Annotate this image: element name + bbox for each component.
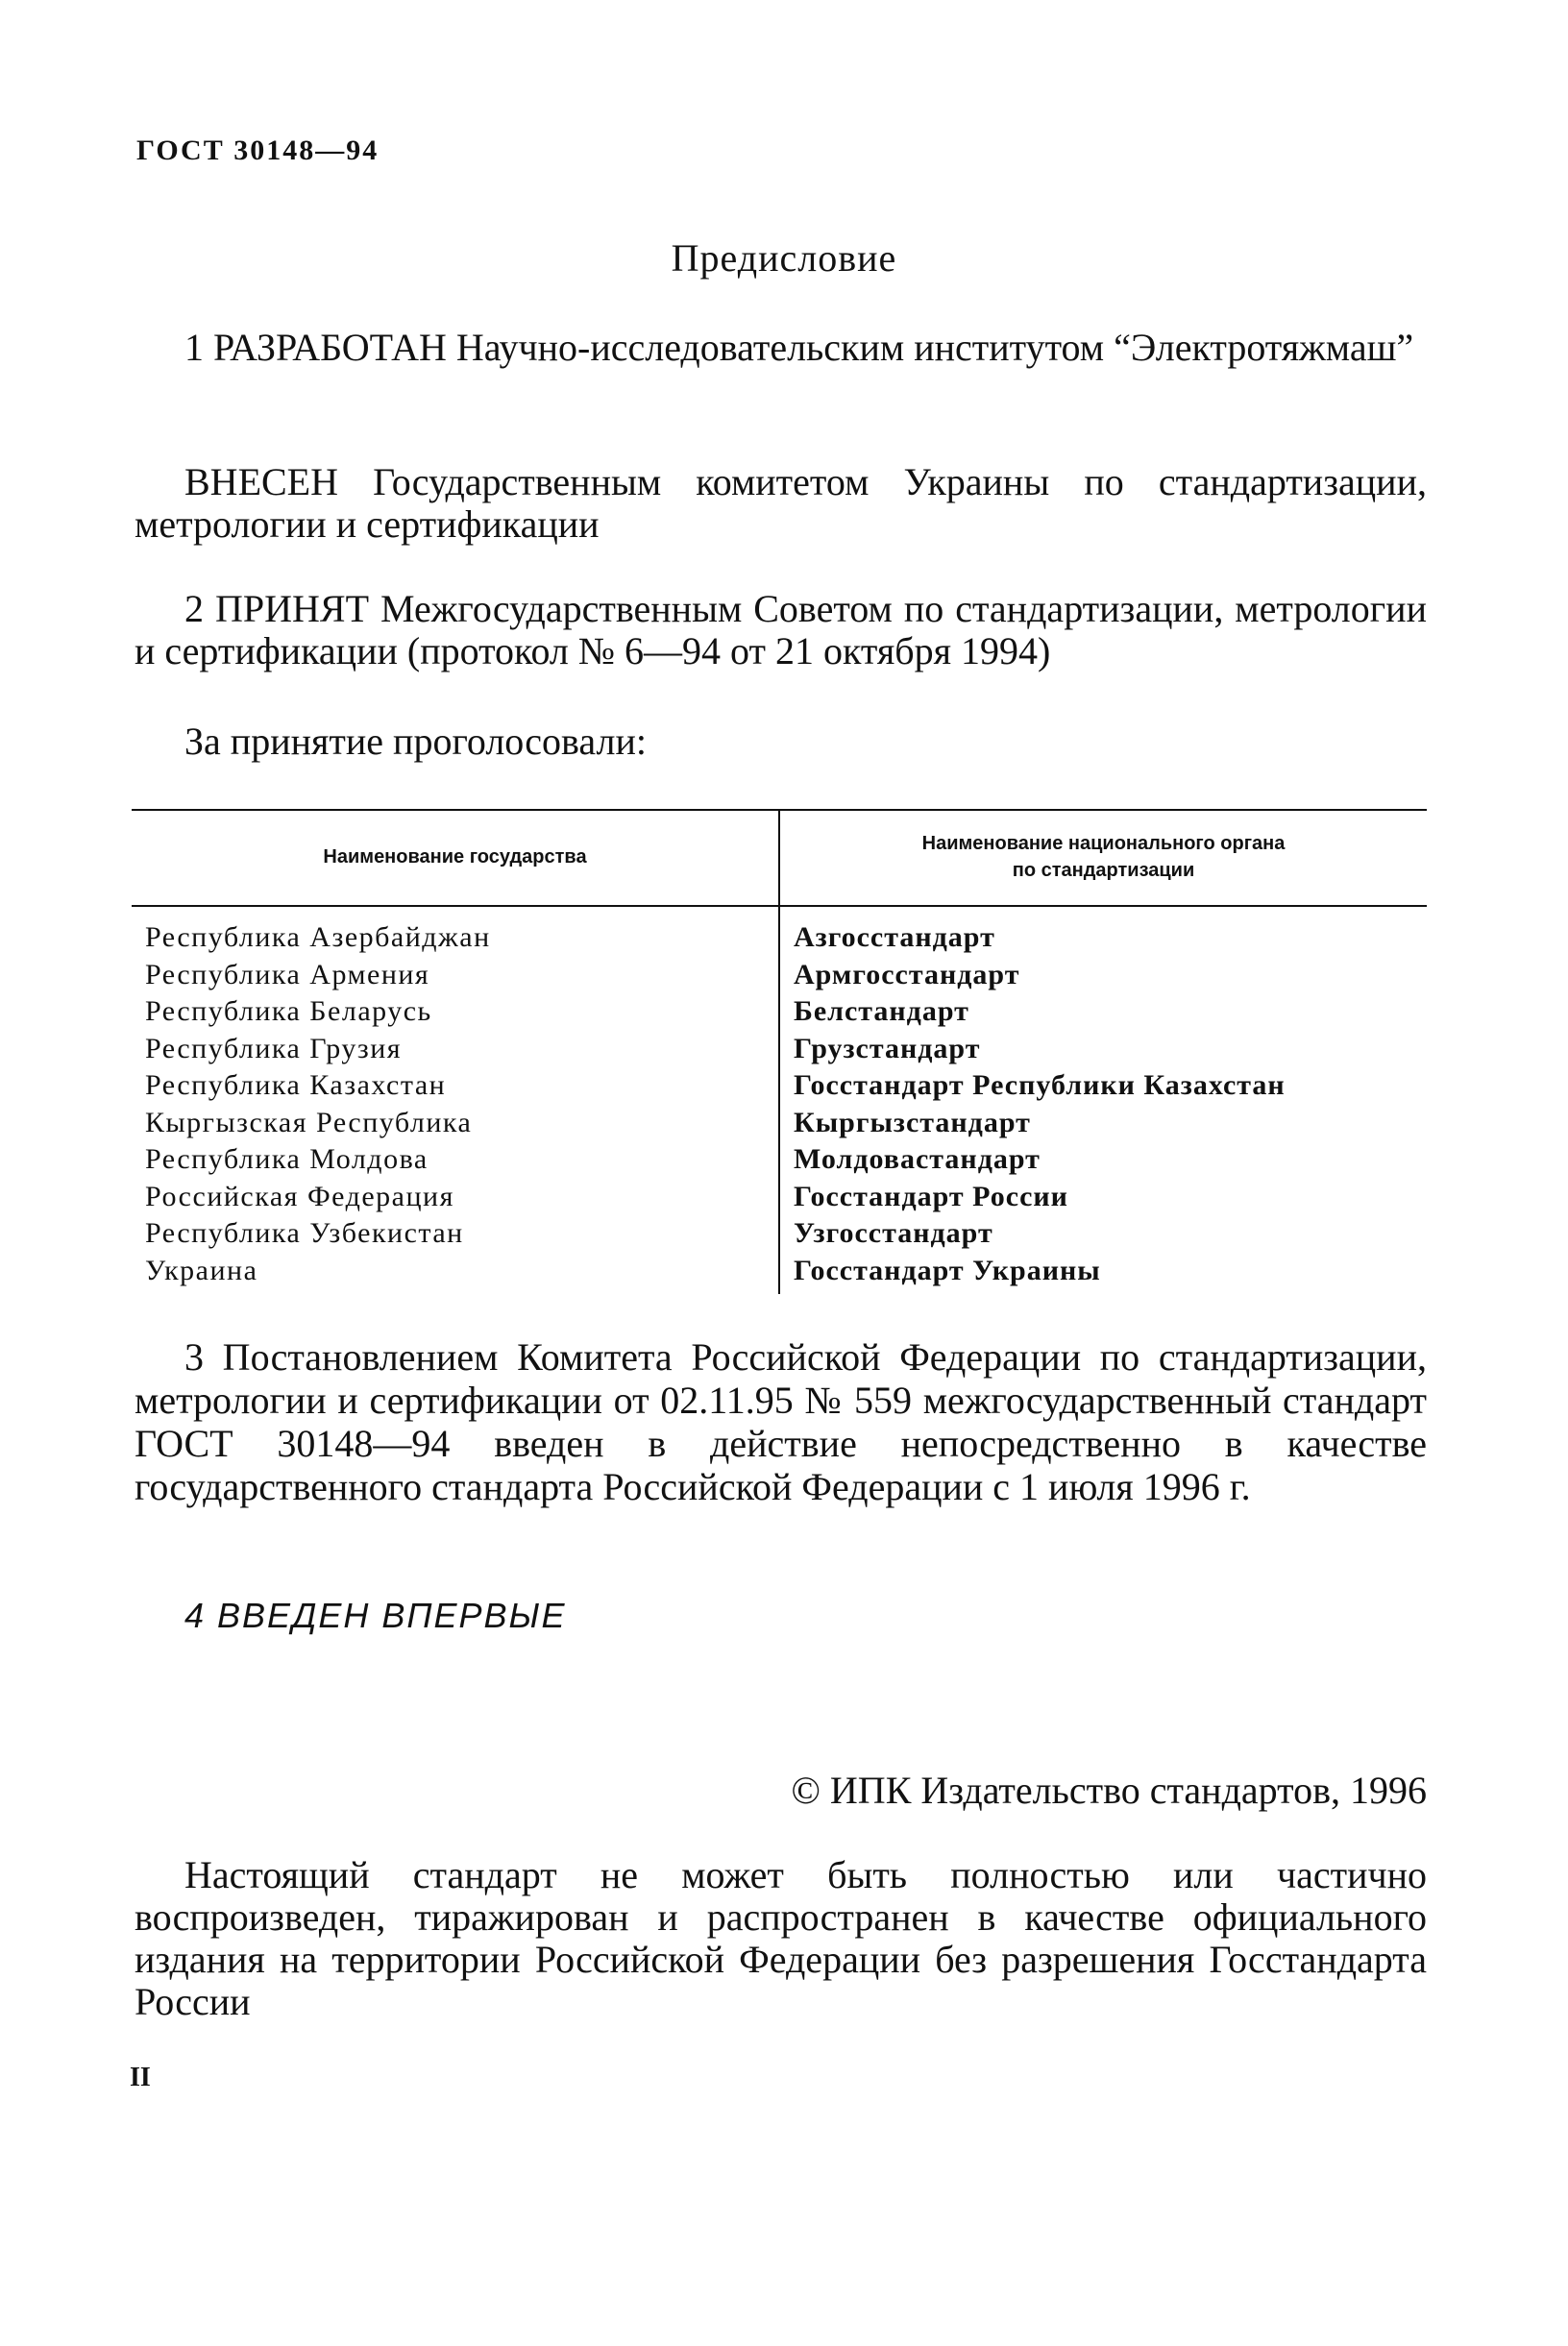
table-cell-state: Украина bbox=[145, 1254, 258, 1286]
table-cell-national-body: Армгосстандарт bbox=[794, 958, 1020, 990]
table-cell-national-body: Кыргызстандарт bbox=[794, 1106, 1031, 1138]
paragraph-adopted: 2 ПРИНЯТ Межгосударственным Советом по стандартизации, метрологии и сертификации (протокол № 6—94 от 21 октября 1994) bbox=[135, 587, 1427, 672]
table-cell-national-body: Узгосстандарт bbox=[794, 1217, 993, 1249]
table-cell-state: Республика Армения bbox=[145, 958, 430, 990]
paragraph-developed: 1 РАЗРАБОТАН Научно-исследовательским институтом “Электротяжмаш” bbox=[184, 326, 1414, 369]
copyright-line: © ИПК Издательство стандартов, 1996 bbox=[791, 1769, 1427, 1812]
table-header-national-body bbox=[780, 809, 1427, 905]
table-cell-national-body: Грузстандарт bbox=[794, 1032, 981, 1064]
table-header-state-label: Наименование государства bbox=[323, 846, 587, 868]
paragraph-submitted: ВНЕСЕН Государственным комитетом Украины по стандартизации, метрологии и сертификации bbox=[135, 460, 1427, 546]
table-cell-state: Республика Молдова bbox=[145, 1143, 429, 1175]
table-cell-national-body: Молдовастандарт bbox=[794, 1143, 1041, 1175]
table-cell-national-body: Белстандарт bbox=[794, 995, 969, 1027]
table-cell-state: Кыргызская Республика bbox=[145, 1106, 473, 1138]
page-number: II bbox=[130, 2063, 151, 2092]
page-title: Предисловие bbox=[671, 236, 897, 280]
table-column-states bbox=[145, 919, 491, 1289]
table-header-state bbox=[132, 809, 778, 905]
table-cell-state: Республика Казахстан bbox=[145, 1069, 447, 1101]
table-cell-state: Республика Узбекистан bbox=[145, 1217, 464, 1249]
table-cell-national-body: Госстандарт Республики Казахстан bbox=[794, 1069, 1286, 1101]
table-header-national-body-label: Наименование национального органа по стандартизации bbox=[921, 833, 1286, 881]
table-cell-national-body: Госстандарт Украины bbox=[794, 1254, 1101, 1286]
standard-code: ГОСТ 30148—94 bbox=[136, 134, 380, 166]
paragraph-notice: Настоящий стандарт не может быть полностью или частично воспроизведен, тиражирован и распространен в качестве официального издания на территории Российской Федерации без разрешения Госстандарта России bbox=[135, 1853, 1427, 2023]
table-cell-state: Республика Беларусь bbox=[145, 995, 432, 1027]
table-cell-state: Республика Грузия bbox=[145, 1032, 403, 1064]
paragraph-first-time: 4 ВВЕДЕН ВПЕРВЫЕ bbox=[184, 1596, 567, 1635]
paragraph-resolution: 3 Постановлением Комитета Российской Федерации по стандартизации, метрологии и сертификации от 02.11.95 № 559 межгосударственный стандарт ГОСТ 30148—94 введен в действие непосредственно в качестве государственного стандарта Российской Федерации с 1 июля 1996 г. bbox=[135, 1335, 1427, 1508]
table-cell-state: Российская Федерация bbox=[145, 1180, 454, 1212]
table-cell-national-body: Азгосстандарт bbox=[794, 921, 995, 953]
table-cell-national-body: Госстандарт России bbox=[794, 1180, 1068, 1212]
table-cell-state: Республика Азербайджан bbox=[145, 921, 491, 953]
voting-table bbox=[132, 809, 1427, 1294]
paragraph-voted: За принятие проголосовали: bbox=[184, 720, 647, 763]
table-column-national-bodies bbox=[794, 919, 1286, 1289]
